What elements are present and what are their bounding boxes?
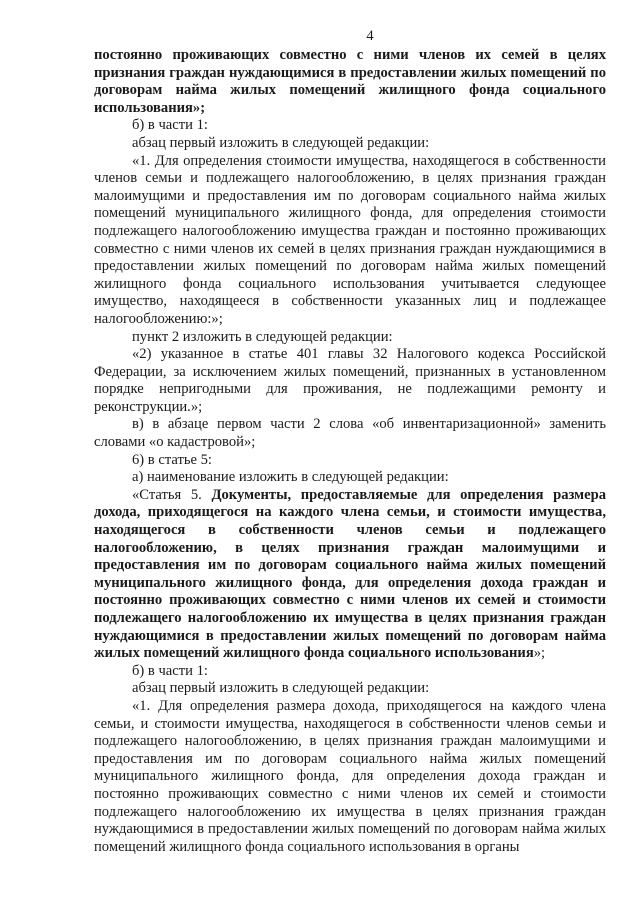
paragraph-first-abzac-intro-second: абзац первый изложить в следующей редакции: (132, 680, 430, 697)
paragraph-item-v: в) в абзаце первом части 2 слова «об инвентаризационной» заменить словами «о кадастровой»; (94, 416, 606, 451)
paragraph-first-abzac-intro: абзац первый изложить в следующей редакции: (132, 134, 430, 151)
paragraph-item-a-title: а) наименование изложить в следующей редакции: (132, 469, 449, 486)
paragraph-part1-income: «1. Для определения размера дохода, приходящегося на каждого члена семьи, и стоимости имущества, находящегося в собственности членов семьи и подлежащего налогообложению, в целях признания граждан малоимущими и предоставления им по договорам социального найма жилых помещений муниципального жилищного фонда, для определения дохода граждан и постоянно проживающих совместно с ними членов их семей и стоимости подлежащего налогообложению их имущества в целях признания граждан нуждающимися в предоставлении жилых помещений по договорам найма жилых помещений жилищного фонда социального использования в органы (94, 697, 606, 855)
article5-suffix: »; (533, 645, 546, 662)
paragraph-continued-title: постоянно проживающих совместно с ними членов их семей в целях признания граждан нуждающимися в предоставлении жилых помещений по договорам найма жилых помещений жилищного фонда социального использования»; (94, 47, 606, 116)
paragraph-item-b-part1-second: б) в части 1: (132, 662, 208, 679)
page-number: 4 (366, 28, 374, 44)
article5-prefix: «Статья 5. (132, 486, 212, 503)
paragraph-item-b-part1: б) в части 1: (132, 117, 208, 134)
paragraph-point2-text: «2) указанное в статье 401 главы 32 Налогового кодекса Российской Федерации, за исключением жилых помещений, признанных в установленном порядке непригодными для проживания, не подлежащими ремонту и реконструкции.»; (94, 346, 606, 415)
paragraph-part1-property-value: «1. Для определения стоимости имущества, находящегося в собственности членов семьи и подлежащего налогообложению, в целях признания граждан малоимущими и предоставления им по договорам социального найма жилых помещений муниципального жилищного фонда, для определения стоимости подлежащего налогообложению имущества граждан и постоянно проживающих совместно с ними членов их семей в целях признания граждан нуждающимися в предоставлении жилых помещений по договорам найма жилых помещений жилищного фонда социального использования учитывается следующее имущество, находящееся в собственности указанных лиц и подлежащее налогообложению:»; (94, 152, 606, 327)
paragraph-item-6-article5: 6) в статье 5: (132, 451, 212, 468)
paragraph-article5-heading (94, 487, 606, 663)
paragraph-point2-intro: пункт 2 изложить в следующей редакции: (132, 328, 393, 345)
article5-bold-title: Документы, предоставляемые для определения размера дохода, приходящегося на каждого члена семьи, и стоимости имущества, находящегося в собственности членов семьи и подлежащего налогообложению, в целях признания граждан малоимущими и предоставления им по договорам социального найма жилых помещений муниципального жилищного фонда, для определения дохода граждан и постоянно проживающих совместно с ними членов их семей и стоимости подлежащего налогообложению их имущества в целях признания граждан нуждающимися в предоставлении жилых помещений по договорам найма жилых помещений жилищного фонда социального использования (94, 486, 606, 662)
